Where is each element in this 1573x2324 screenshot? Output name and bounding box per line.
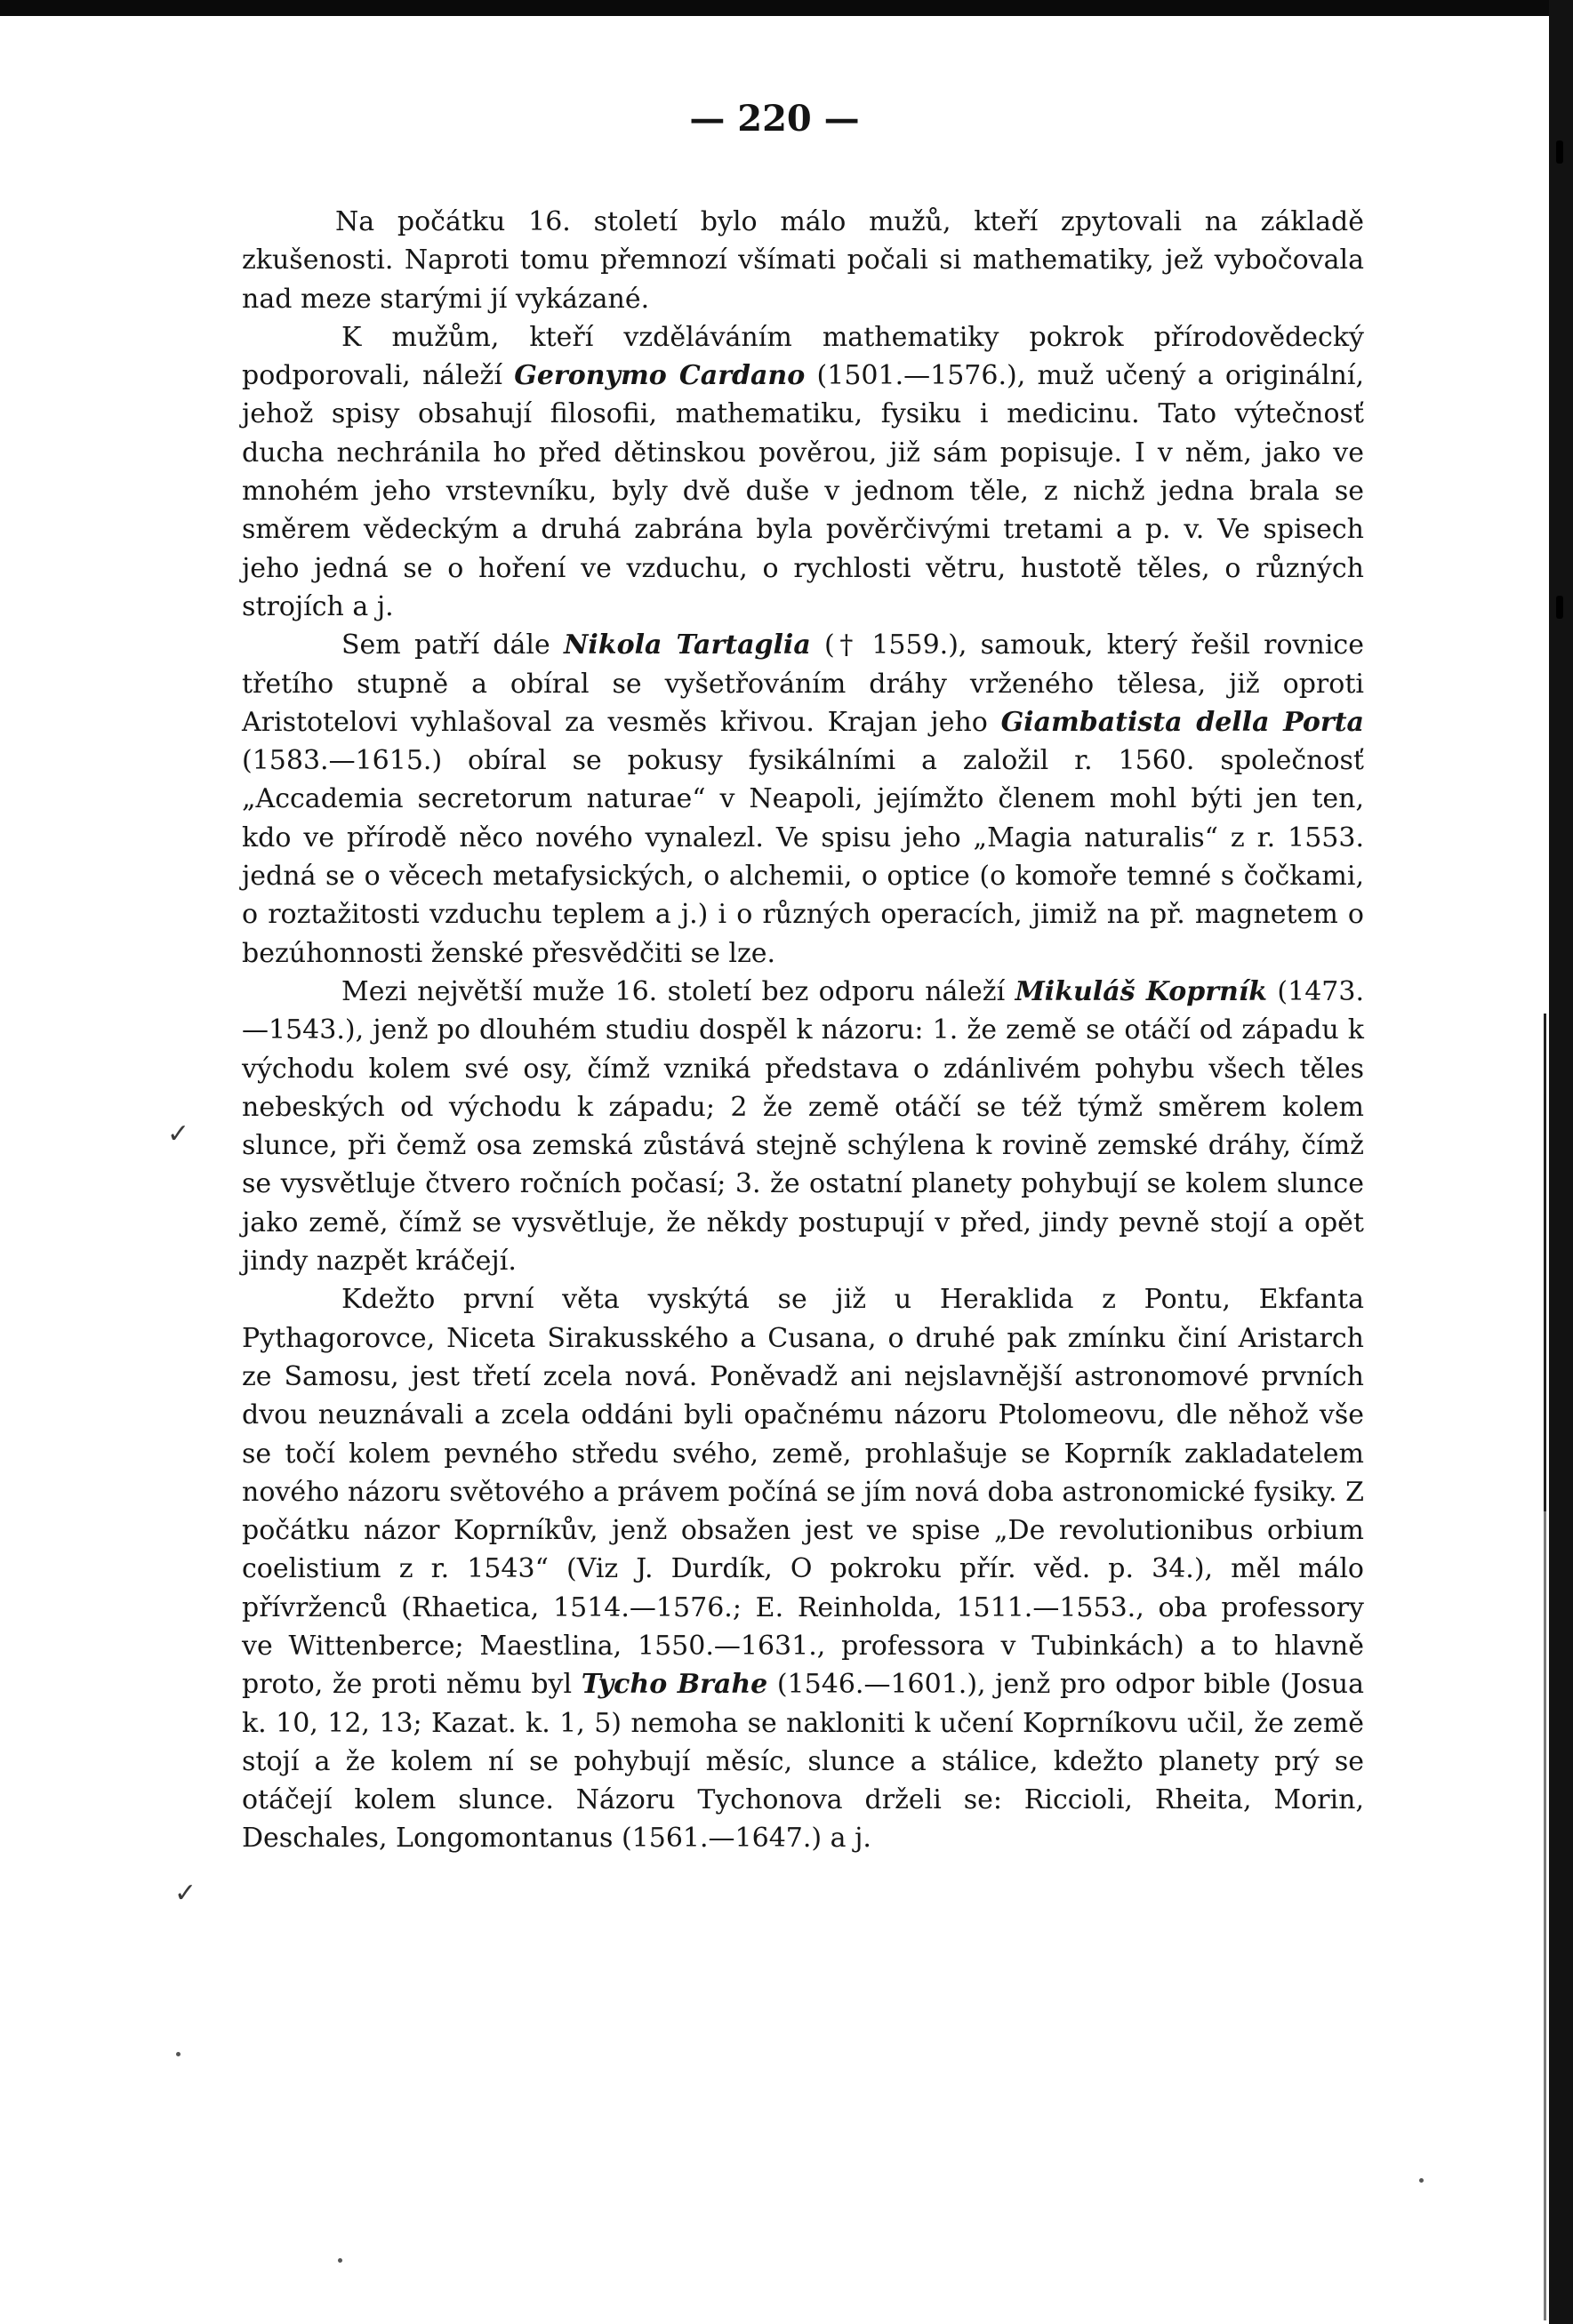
paragraph xyxy=(242,973,1364,1280)
person-name: Tycho Brahe xyxy=(581,1669,768,1701)
text-run: K mužům, kteří vzděláváním mathematiky pokrok přírodovědecký podporovali, náleží xyxy=(242,321,1364,392)
paragraph xyxy=(242,203,1364,318)
page-edge-line xyxy=(1544,1094,1546,2320)
text-run: (1546.—1601.), jenž pro odpor bible (Josua k. 10, 12, 13; Kazat. k. 1, 5) nemoha se nakloniti k učení Koprníkovu učil, že země stojí a že kolem ní se pohybují měsíc, slunce a stálice, kdežto planety prý se otáčejí kolem slunce. Názoru Tychonova drželi se: Riccioli, Rheita, Morin, Deschales, Longomontanus (1561.—1647.) a j. xyxy=(242,1669,1364,1855)
text-run: (1473.—1543.), jenž po dlouhém studiu dospěl k názoru: 1. že země se otáčí od západu k východu kolem své osy, čímž vzniká představa o zdánlivém pohybu všech těles nebeských od východu k západu; 2 že země otáčí se též týmž směrem kolem slunce, při čemž osa zemská zůstává stejně schýlena k rovině zemské dráhy, čímž se vysvětluje čtvero ročních počasí; 3. že ostatní planety pohybují se kolem slunce jako země, čímž se vysvětluje, že někdy postupují v před, jindy pevně stojí a opět jindy nazpět kráčejí. xyxy=(242,975,1365,1278)
body-text xyxy=(242,203,1364,1858)
paper-speck xyxy=(338,2258,342,2263)
paper-speck xyxy=(1419,2178,1424,2183)
pencil-check-mark: ✓ xyxy=(167,1118,190,1150)
paragraph xyxy=(242,318,1364,626)
text-run: Sem patří dále xyxy=(341,629,564,661)
page-number: — 220 — xyxy=(689,98,860,140)
person-name: Nikola Tartaglia xyxy=(563,629,811,661)
text-run: Kdežto první věta vyskýtá se již u Heraklida z Pontu, Ekfanta Pythagorovce, Niceta Sirakusského a Cusana, o druhé pak zmínku činí Aristarch ze Samosu, jest třetí zcela nová. Poněvadž ani nejslavnější astronomové prvních dvou neuznávali a zcela oddáni byli opačnému názoru Ptolomeovu, dle něhož vše se točí kolem pevného středu svého, země, prohlašuje se Koprník zakladatelem nového názoru světového a právem počíná se jím nová doba astronomické fysiky. Z počátku názor Koprníkův, jenž obsažen jest ve spise „De revolutionibus orbium coelistium z r. 1543“ (Viz J. Durdík, O pokroku přír. věd. p. 34.), měl málo přívrženců (Rhaetica, 1514.—1576.; E. Reinholda, 1511.—1553., oba professory ve Wittenberce; Maestlina, 1550.—1631., professora v Tubinkách) a to hlavně proto, že proti němu byl xyxy=(242,1284,1364,1701)
scan-edge xyxy=(1549,0,1573,2324)
text-run: Na počátku 16. století bylo málo mužů, kteří zpytovali na základě zkušenosti. Naproti tomu přemnozí všímati počali si mathematiky, jež vybočovala nad meze starými jí vykázané. xyxy=(242,206,1364,315)
pencil-check-mark: ✓ xyxy=(174,1878,197,1909)
text-run: (1501.—1576.), muž učený a originální, jehož spisy obsahují filosofii, mathematiku, fysiku i medicinu. Tato výtečnosť ducha nechránila ho před dětinskou pověrou, již sám popisuje. I v něm, jako ve mnohém jeho vrstevníku, byly dvě duše v jednom těle, z nichž jedna brala se směrem vědeckým a druhá zabrána byla pověrčivými tretami a p. v. Ve spisech jeho jedná se o hoření ve vzduchu, o rychlosti větru, hustotě těles, o různých strojích a j. xyxy=(242,360,1364,622)
text-run: († 1559.), samouk, který řešil rovnice třetího stupně a obíral se vyšetřováním dráhy vrženého tělesa, již oproti Aristotelovi vyhlašoval za vesměs křivou. Krajan jeho xyxy=(242,629,1364,738)
binding-mark xyxy=(1556,596,1563,619)
text-run: (1583.—1615.) obíral se pokusy fysikálními a založil r. 1560. společnosť „Accademia secretorum naturae“ v Neapoli, jejímžto členem mohl býti jen ten, kdo ve přírodě něco nového vynalezl. Ve spisu jeho „Magia naturalis“ z r. 1553. jedná se o věcech metafysických, o alchemii, o optice (o komoře temné s čočkami, o roztažitosti vzduchu teplem a j.) i o různých operacích, jimiž na př. magnetem o bezúhonnosti ženské přesvědčiti se lze. xyxy=(242,745,1364,969)
person-name: Mikuláš Koprník xyxy=(1015,975,1268,1007)
person-name: Geronymo Cardano xyxy=(514,360,806,392)
binding-mark xyxy=(1556,140,1563,164)
paper-speck xyxy=(176,2052,181,2056)
paragraph xyxy=(242,1280,1364,1857)
text-run: Mezi největší muže 16. století bez odporu náleží xyxy=(341,975,1015,1007)
paragraph xyxy=(242,626,1364,973)
person-name: Giambatista della Porta xyxy=(1000,706,1364,738)
